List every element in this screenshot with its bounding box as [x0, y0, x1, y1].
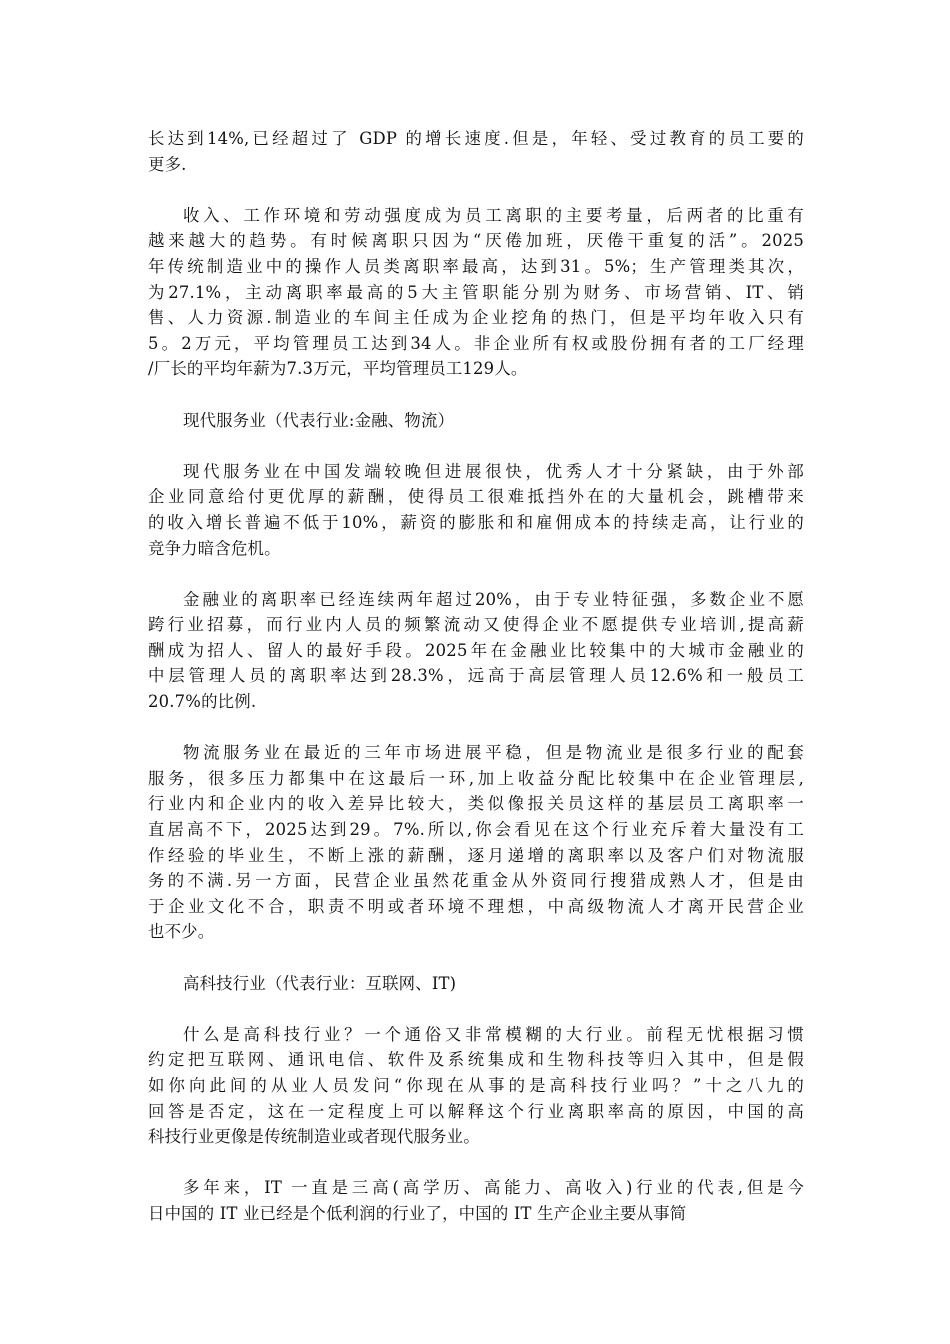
paragraph-line: 长达到14%,已经超过了 GDP 的增长速度.但是，年轻、受过教育的员工要的 — [148, 129, 804, 148]
paragraph-line: 跨行业招募，而行业内人员的频繁流动又使得企业不愿提供专业培训,提高薪 — [148, 615, 804, 635]
body-paragraph — [148, 203, 804, 382]
paragraph-line: 于企业文化不合，职责不明或者环境不理想，中高级物流人才离开民营企业 — [148, 896, 804, 916]
paragraph-line: 什么是高科技行业？一个通俗又非常模糊的大行业。前程无忧根据习惯 — [183, 1024, 804, 1044]
paragraph-line: 行业内和企业内的收入差异比较大，类似像报关员这样的基层员工离职率一 — [148, 794, 804, 814]
paragraph-line: 5。2万元，平均管理员工达到34人。非企业所有权或股份拥有者的工厂经理 — [148, 333, 804, 353]
paragraph-line: /厂长的平均年薪为7.3万元，平均管理员工129人。 — [148, 359, 528, 379]
paragraph-line: 科技行业更像是传统制造业或者现代服务业。 — [148, 1127, 480, 1147]
paragraph-line: 售、人力资源.制造业的车间主任成为企业挖角的热门，但是平均年收入只有 — [148, 308, 804, 328]
section-heading: 现代服务业（代表行业:金融、物流） — [183, 410, 455, 430]
paragraph-line: 也不少。 — [148, 922, 215, 942]
paragraph-line: 中层管理人员的离职率达到28.3%，远高于高层管理人员12.6%和一般员工 — [148, 666, 804, 686]
paragraph-line: 约定把互联网、通讯电信、软件及系统集成和生物科技等归入其中，但是假 — [148, 1050, 804, 1070]
paragraph-line: 服务，很多压力都集中在这最后一环,加上收益分配比较集中在企业管理层, — [148, 768, 804, 788]
paragraph-line: 回答是否定，这在一定程度上可以解释这个行业离职率高的原因，中国的高 — [148, 1101, 804, 1121]
paragraph-line: 作经验的毕业生，不断上涨的薪酬，逐月递增的离职率以及客户们对物流服 — [148, 845, 804, 865]
paragraph-line: 物流服务业在最近的三年市场进展平稳，但是物流业是很多行业的配套 — [183, 743, 804, 763]
body-paragraph — [148, 1175, 804, 1226]
paragraph-line: 20.7%的比例. — [148, 692, 257, 712]
body-paragraph — [148, 1022, 804, 1150]
body-paragraph — [148, 459, 804, 561]
paragraph-line: 企业同意给付更优厚的薪酬，使得员工很难抵挡外在的大量机会，跳槽带来 — [148, 487, 804, 507]
paragraph-line: 多年来，IT 一直是三高(高学历、高能力、高收入)行业的代表,但是今 — [183, 1178, 804, 1198]
paragraph-line: 金融业的离职率已经连续两年超过20%，由于专业特征强，多数企业不愿 — [183, 589, 804, 609]
paragraph-line: 越来越大的趋势。有时候离职只因为“厌倦加班，厌倦干重复的活”。2025 — [148, 231, 804, 251]
body-paragraph — [148, 126, 804, 177]
paragraph-line: 如你向此间的从业人员发问“你现在从事的是高科技行业吗？”十之八九的 — [148, 1075, 804, 1095]
paragraph-line: 年传统制造业中的操作人员类离职率最高，达到31。5%；生产管理类其次， — [148, 256, 804, 276]
paragraph-line: 日中国的 IT 业已经是个低利润的行业了，中国的 IT 生产企业主要从事简 — [148, 1203, 687, 1223]
body-paragraph — [148, 740, 804, 945]
paragraph-line: 更多. — [148, 154, 187, 174]
paragraph-line: 收入、工作环境和劳动强度成为员工离职的主要考量，后两者的比重有 — [183, 205, 804, 225]
document-body — [148, 126, 804, 1252]
paragraph-line: 为27.1%，主动离职率最高的5大主管职能分别为财务、市场营销、IT、销 — [148, 282, 804, 302]
paragraph-line: 现代服务业在中国发端较晚但进展很快，优秀人才十分紧缺，由于外部 — [183, 461, 804, 481]
body-paragraph — [148, 587, 804, 715]
paragraph-line: 的收入增长普遍不低于10%，薪资的膨胀和和雇佣成本的持续走高，让行业的 — [148, 512, 804, 532]
paragraph-line: 务的不满.另一方面，民营企业虽然花重金从外资同行搜猎成熟人才，但是由 — [148, 871, 804, 891]
paragraph-line: 直居高不下，2025达到29。7%.所以,你会看见在这个行业充斥着大量没有工 — [148, 820, 804, 840]
section-heading: 高科技行业（代表行业：互联网、IT) — [183, 973, 457, 993]
paragraph-line: 竞争力暗含危机。 — [148, 538, 281, 558]
paragraph-line: 酬成为招人、留人的最好手段。2025年在金融业比较集中的大城市金融业的 — [148, 640, 804, 660]
